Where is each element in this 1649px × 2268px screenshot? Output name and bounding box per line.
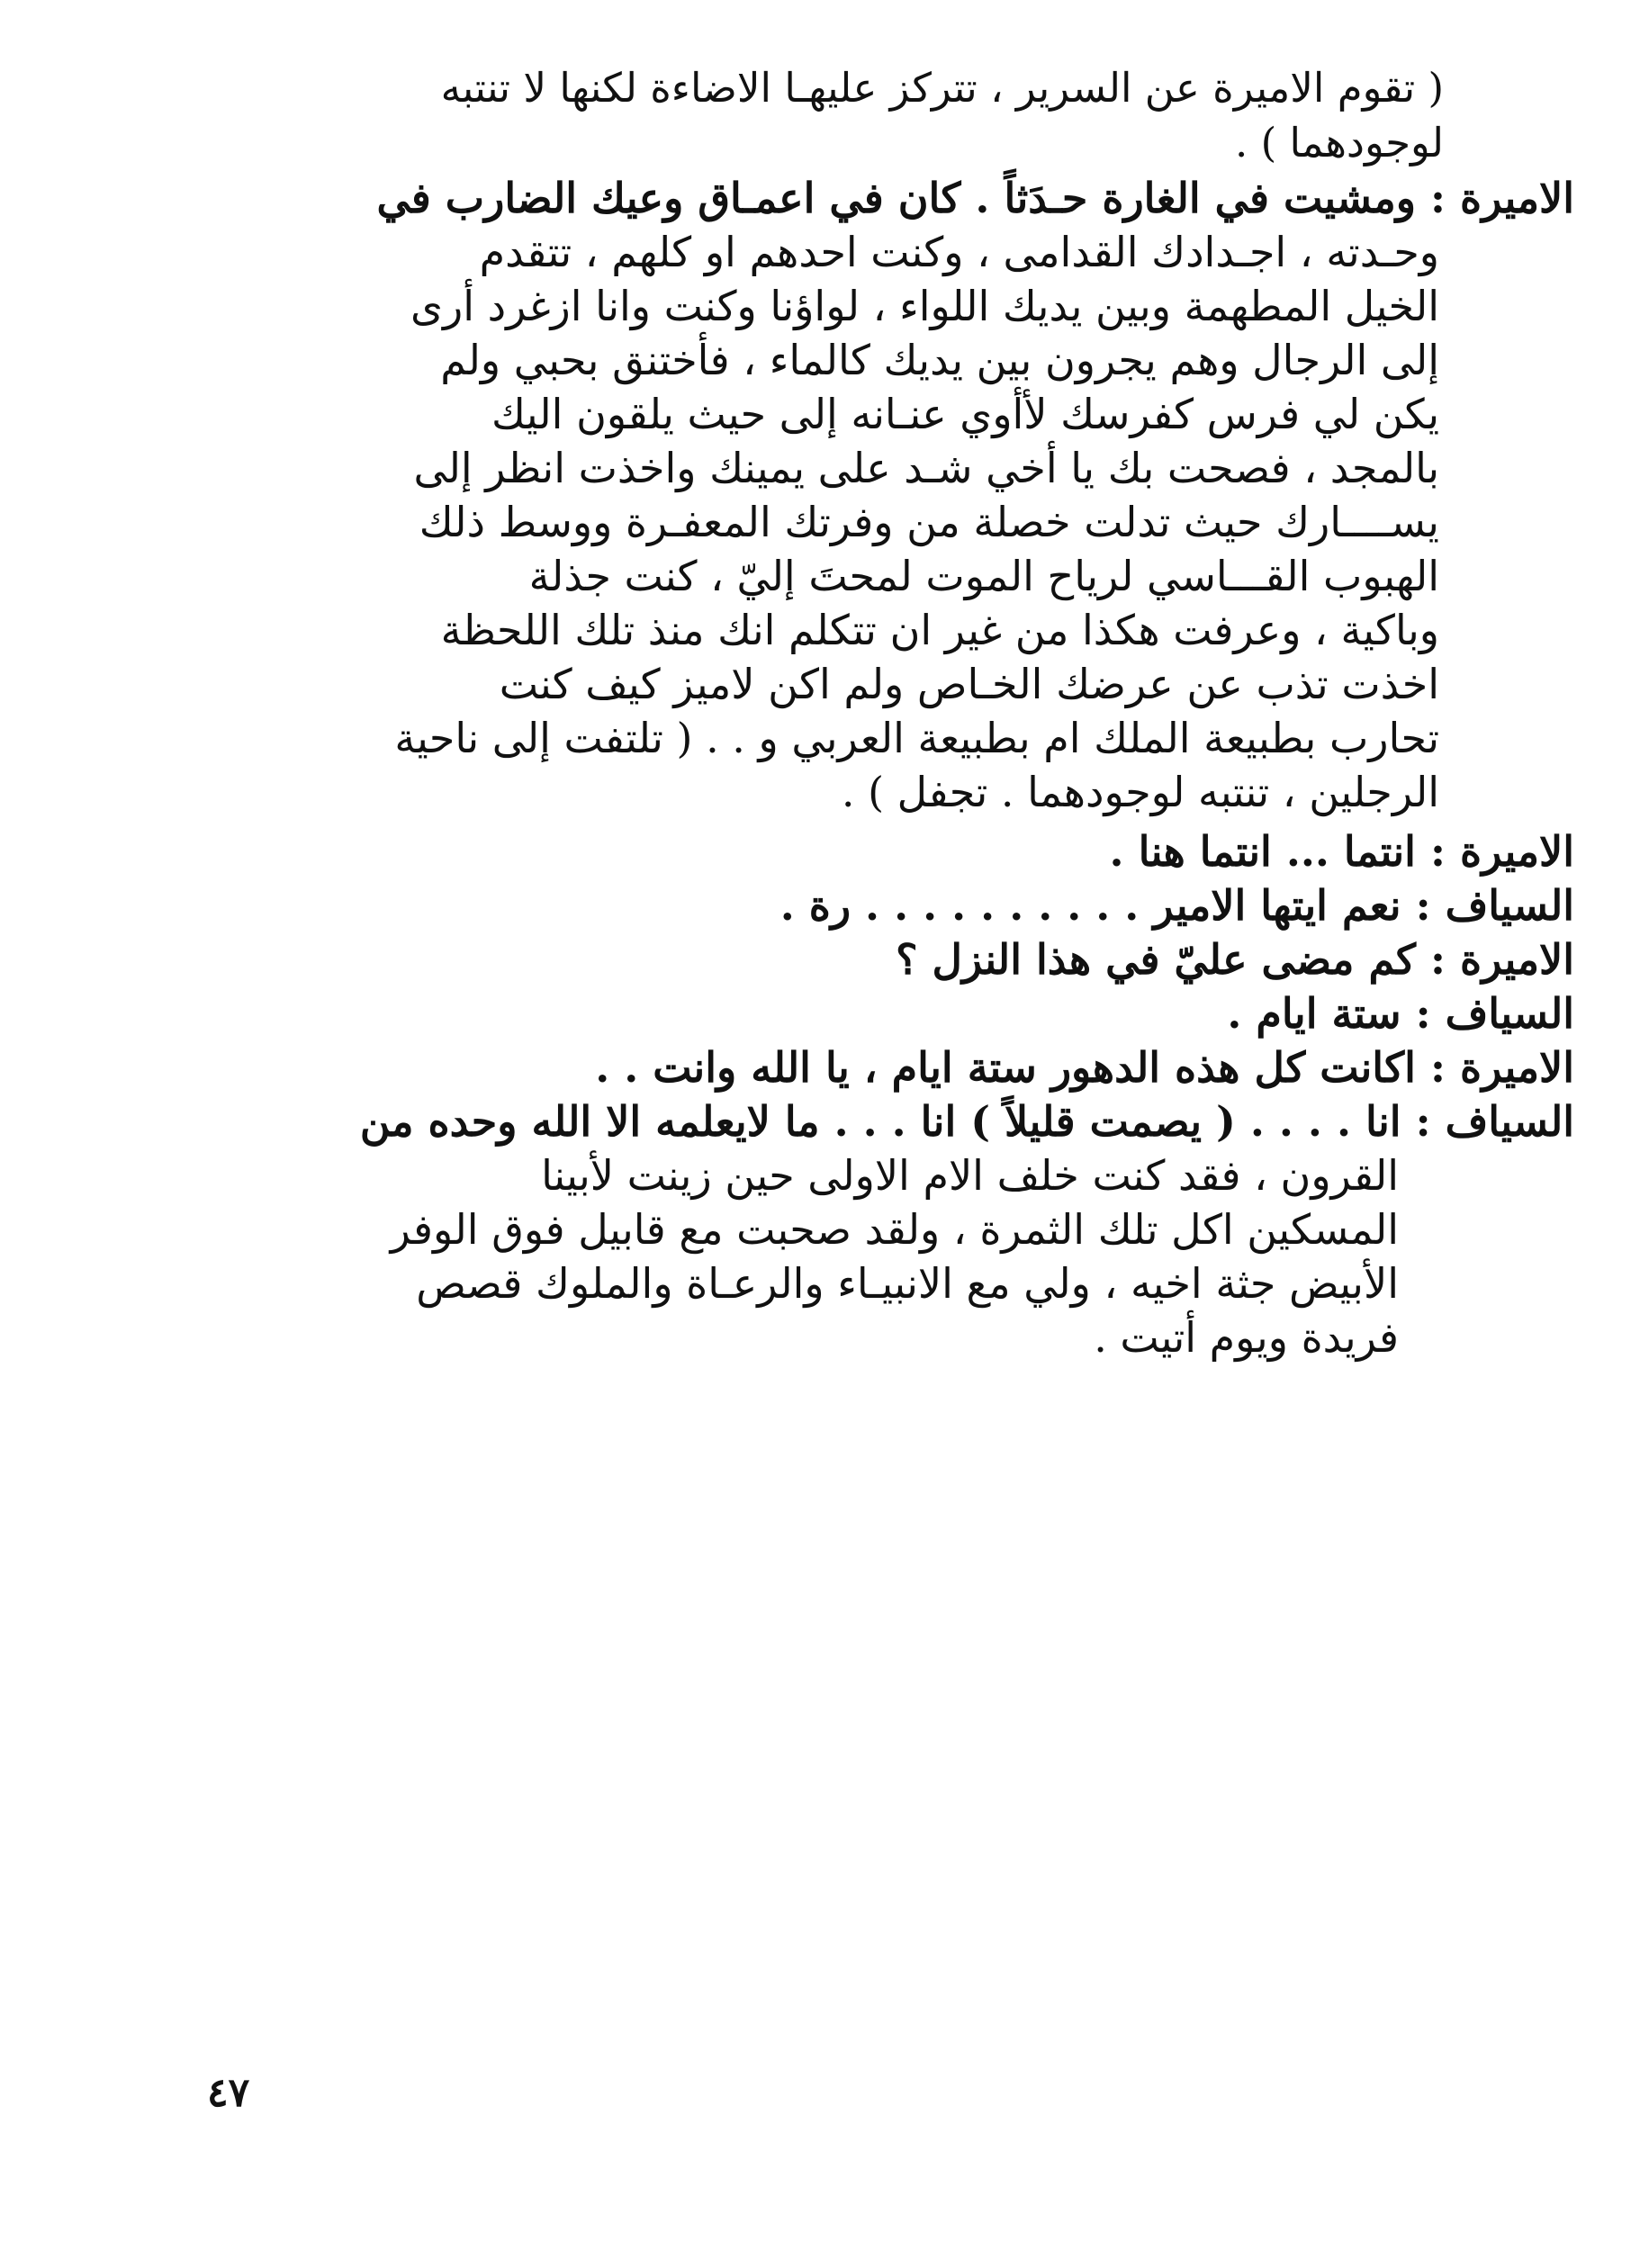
dialogue-continuation-line: المسكين اكل تلك الثمرة ، ولقد صحبت مع قابيل فوق الوفر [390,1205,1399,1254]
dialogue-line: السياف : نعم ايتها الامير . . . . . . . . . . رة . [779,881,1574,930]
dialogue-line: الاميرة : انتما ... انتما هنا . [1109,827,1574,876]
dialogue-line: الاميرة : اكانت كل هذه الدهور ستة ايام ، يا الله وانت . . [595,1043,1574,1092]
dialogue-continuation-line: الهبوب القـــاسي لرياح الموت لمحتَ إليّ ، كنت جذلة [528,552,1439,600]
page-number: ٤٧ [207,2070,250,2116]
dialogue-line: الاميرة : كم مضى عليّ في هذا النزل ؟ [896,935,1574,984]
dialogue-continuation-line: القرون ، فقد كنت خلف الام الاولى حين زينت لأبينا [541,1151,1399,1200]
dialogue-continuation-line: وحـدته ، اجـدادك القدامى ، وكنت احدهم او كلهم ، تتقدم [479,228,1439,276]
dialogue-line: السياف : ستة ايام . [1227,989,1574,1038]
dialogue-continuation-line: الرجلين ، تنتبه لوجودهما . تجفل ) . [841,768,1439,816]
dialogue-continuation-line: الخيل المطهمة وبين يديك اللواء ، لواؤنا وكنت وانا ازغرد أرى [410,282,1439,330]
dialogue-continuation-line: إلى الرجال وهم يجرون بين يديك كالماء ، فأختنق بحبي ولم [440,336,1439,384]
dialogue-line: السياف : انا . . . . ( يصمت قليلاً ) انا . . . ما لايعلمه الا الله وحده من [359,1097,1574,1146]
dialogue-continuation-line: بالمجد ، فصحت بك يا أخي شـد على يمينك واخذت انظر إلى [413,444,1439,492]
dialogue-continuation-line: تحارب بطبيعة الملك ام بطبيعة العربي و . . ( تلتفت إلى ناحية [394,714,1439,762]
stage-direction-line: لوجودهما ) . [1235,119,1444,166]
dialogue-continuation-line: الأبيض جثة اخيه ، ولي مع الانبيـاء والرعـاة والملوك قصص [416,1259,1399,1308]
dialogue-continuation-line: يســــارك حيث تدلت خصلة من وفرتك المعفـرة ووسط ذلك [419,498,1439,546]
dialogue-continuation-line: اخذت تذب عن عرضك الخـاص ولم اكن لاميز كيف كنت [499,660,1439,708]
stage-direction-line: ( تقوم الاميرة عن السرير ، تتركز عليهـا الاضاءة لكنها لا تنتبه [440,64,1444,112]
dialogue-continuation-line: فريدة ويوم أتيت . [1094,1313,1399,1362]
dialogue-continuation-line: يكن لي فرس كفرسك لأأوي عنـانه إلى حيث يلقون اليك [491,390,1439,438]
dialogue-continuation-line: وباكية ، وعرفت هكذا من غير ان تتكلم انك منذ تلك اللحظة [440,606,1439,654]
dialogue-line: الاميرة : ومشيت في الغارة حـدَثاً . كان في اعمـاق وعيك الضارب في [376,174,1574,222]
